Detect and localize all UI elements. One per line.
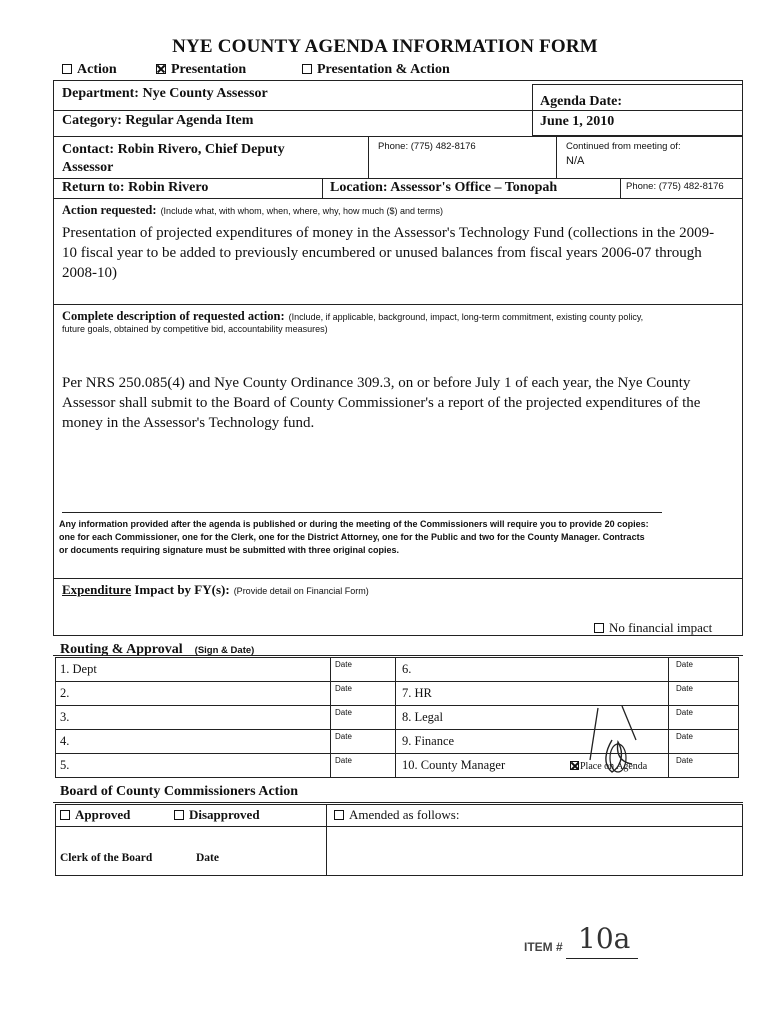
item-number-label: ITEM # [524, 940, 563, 954]
agenda-date-label: Agenda Date: [540, 94, 623, 109]
description-text[interactable]: Per NRS 250.085(4) and Nye County Ordinance 309.3, on or before July 1 of each year, the Nye County Assessor shall submit to the Board of County Commissioner's a report of the projected expenditures of the money in the Assessor's Technology fund. [62, 375, 701, 431]
routing-left-5: 5. [60, 758, 70, 772]
divider [53, 655, 743, 656]
routing-left-4: 4. [60, 734, 70, 748]
divider [55, 681, 739, 682]
return-phone: Phone: (775) 482-8176 [626, 181, 724, 192]
approved-option[interactable]: Approved [60, 807, 130, 823]
divider [395, 657, 396, 778]
checked-box-icon[interactable] [156, 64, 166, 74]
date-label: Date [676, 708, 693, 717]
divider [322, 178, 323, 198]
action-requested-hint: (Include what, with whom, when, where, why, how much ($) and terms) [160, 206, 444, 216]
divider [62, 512, 662, 513]
option-presentation-action[interactable]: Presentation & Action [302, 62, 450, 78]
divider [668, 657, 669, 778]
action-requested-header [62, 201, 443, 219]
routing-right-7: 7. HR [402, 686, 432, 700]
routing-right-10: 10. County Manager [402, 758, 506, 772]
agenda-date-value[interactable]: June 1, 2010 [540, 114, 615, 129]
description-hint: (Include, if applicable, background, impact, long-term commitment, existing county policy, [288, 312, 644, 322]
expenditure-header: Expenditure Impact by FY(s): (Provide detail on Financial Form) [62, 582, 369, 597]
item-underline [566, 958, 638, 959]
signature-mark [572, 700, 652, 778]
routing-right-8: 8. Legal [402, 710, 443, 724]
checkbox-icon[interactable] [302, 64, 312, 74]
department-field: Department: Nye County Assessor [62, 86, 268, 101]
routing-left-2: 2. [60, 686, 70, 700]
continued-label: Continued from meeting of: [566, 141, 681, 152]
description-header [62, 307, 742, 325]
divider [53, 578, 743, 579]
amended-option[interactable]: Amended as follows: [334, 807, 459, 823]
divider [326, 804, 327, 876]
copies-notice: Any information provided after the agenda is published or during the meeting of the Commissioners will require you to provide 20 copies: one for each Commissioner, one for the Clerk, one for the District Attorney, one for the Public and two for the County Manager. Contracts or documents requiring signature must be submitted with three original copies. [59, 519, 649, 555]
description-label: Complete description of requested action: [62, 309, 285, 323]
board-title: Board of County Commissioners Action [60, 784, 299, 799]
date-label: Date [335, 684, 352, 693]
divider [556, 136, 557, 178]
checkbox-icon[interactable] [62, 64, 72, 74]
expenditure-label: Expenditure [62, 582, 132, 597]
expenditure-hint: (Provide detail on Financial Form) [233, 586, 369, 596]
date-label: Date [335, 660, 352, 669]
routing-title: Routing & Approval [60, 642, 183, 657]
date-label: Date [335, 708, 352, 717]
continued-value: N/A [566, 155, 585, 167]
divider [368, 136, 369, 178]
option-action[interactable]: Action [62, 62, 117, 78]
divider [55, 826, 743, 827]
divider [53, 110, 743, 111]
routing-sub: (Sign & Date) [194, 645, 255, 656]
checkbox-icon[interactable] [174, 810, 184, 820]
clerk-of-board-label: Clerk of the Board [60, 852, 153, 864]
contact-phone: Phone: (775) 482-8176 [378, 141, 476, 152]
no-financial-impact-option[interactable]: No financial impact [594, 620, 712, 636]
date-label: Date [335, 732, 352, 741]
divider [53, 178, 743, 179]
divider [620, 178, 621, 198]
routing-left-3: 3. [60, 710, 70, 724]
place-on-agenda-option[interactable]: Place on Agenda [570, 761, 647, 772]
return-to-field: Return to: Robin Rivero [62, 180, 209, 195]
action-requested-label: Action requested: [62, 203, 157, 217]
date-label: Date [335, 756, 352, 765]
checkbox-icon[interactable] [594, 623, 604, 633]
divider [53, 198, 743, 199]
date-label: Date [676, 684, 693, 693]
routing-right-9: 9. Finance [402, 734, 455, 748]
contact-field-line1: Contact: Robin Rivero, Chief Deputy [62, 142, 285, 157]
item-number-value: 10a [578, 922, 631, 955]
option-presentation[interactable]: Presentation [156, 62, 246, 78]
category-field: Category: Regular Agenda Item [62, 113, 254, 128]
contact-field-line2: Assessor [62, 160, 114, 175]
divider [330, 657, 331, 778]
form-title: NYE COUNTY AGENDA INFORMATION FORM [172, 36, 598, 57]
divider [53, 136, 743, 137]
routing-right-6: 6. [402, 662, 412, 676]
disapproved-option[interactable]: Disapproved [174, 807, 260, 823]
clerk-date-label: Date [196, 852, 219, 864]
checkbox-icon[interactable] [334, 810, 344, 820]
action-requested-text[interactable]: Presentation of projected expenditures of money in the Assessor's Technology Fund (collections in the 2009- 10 fiscal year to be added to previously encumbered or unused balances from fiscal years 2006-07 through 2008-10) [62, 225, 715, 281]
date-label: Date [676, 732, 693, 741]
date-label: Date [676, 756, 693, 765]
date-label: Date [676, 660, 693, 669]
description-hint-2: future goals, obtained by competitive bid, accountability measures) [62, 324, 328, 334]
routing-left-1: 1. Dept [60, 662, 97, 676]
divider [53, 802, 743, 803]
checkbox-icon[interactable] [60, 810, 70, 820]
divider [53, 304, 743, 305]
location-field: Location: Assessor's Office – Tonopah [330, 180, 558, 195]
